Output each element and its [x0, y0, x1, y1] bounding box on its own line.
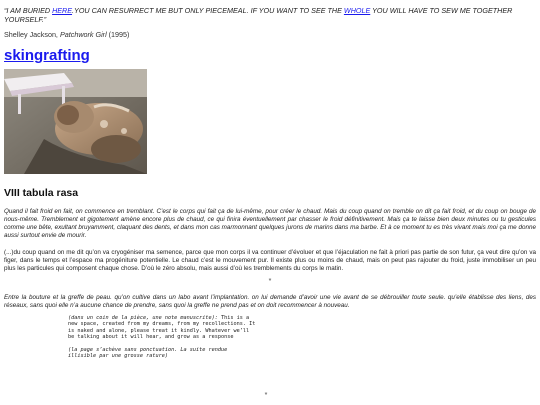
attribution-year: (1995)	[106, 30, 130, 39]
manuscript-body: This is a new space, created from my dreams, from my recollections. It is naked and alone, please treat it kindly. Whatever we’ll be talking about it will hear, and grow as a response	[68, 315, 256, 341]
manuscript-note	[68, 315, 258, 359]
epigraph-text: “I AM BURIED	[4, 6, 53, 15]
epigraph	[4, 6, 536, 24]
paragraph-cryogenise: (...)du coup quand on me dit qu’on va cryogéniser ma semence, parce que mon corps il va continuer d’évoluer et que l’éjaculation ne fait à priori pas partie de son futur, ça veut dire qu’on va figer, dans le temps et l’espace ma progéniture potentielle. Le chaud c’est le mouvement pur. Il existe plus ou moins de chaud, mais on peut pas rajouter du froid, juste immobiliser un peu plus les particules qui composent chaque chose. D’où le zéro absolu, mais aussi d’où les tremblements du corps le matin.	[4, 249, 536, 272]
manuscript-intro: (dans un coin de la pièce, une note manuscrite):	[68, 315, 222, 321]
chapter-title: VIII tabula rasa	[4, 187, 79, 199]
page-content	[4, 6, 536, 359]
whole-link[interactable]: WHOLE	[343, 6, 371, 15]
attribution	[4, 30, 536, 39]
here-link[interactable]: HERE	[52, 6, 73, 15]
manuscript-footnote: (la page s’achève sans ponctuation. La suite rendue illisible par une grosse rature)	[68, 346, 228, 360]
paragraph-greffe: Entre la bouture et la greffe de peau. qu’on cultive dans un labo avant l’implantation. on lui demande d’avoir une vie avant de se débrouiller toute seule. qu’elle établisse des liens, des réseaux, sans quoi elle n’a aucune chance de prendre, sans quoi la greffe ne prend pas et on doit recommencer à nouveau.	[4, 294, 536, 309]
bottom-separator: *	[264, 392, 268, 399]
paragraph-cold: Quand il fait froid en fait, on commence en tremblant. C’est le corps qui fait ça de lui-même, pour créer le chaud. Mais du coup quand on tremble on dit ça fait froid, et du coup on bouge de nous-même. Tremblement et gigotement amène encore plus de chaud, ce qui finira éventuellement par chasser le froid définitivement. Mais ça te laisse bien deux minutes ou tu gesticules comme une bête, exultant bruyamment, claquant des dents, et dans mon cas marmonnant quelques jurons de marins dans ma barbe. Et à ce moment tu es très vivant mais moi ça me donne aussi surtout envie de mourir.	[4, 208, 536, 239]
attribution-work: Patchwork Girl	[59, 30, 107, 39]
epigraph-text: .YOU CAN RESURRECT ME BUT ONLY PIECEMEAL. IF YOU WANT TO SEE THE	[72, 6, 344, 15]
attribution-author: Shelley Jackson,	[4, 30, 60, 39]
manuscript-text	[68, 315, 258, 341]
site-title-link[interactable]: skingrafting	[4, 47, 90, 64]
section-separator: *	[268, 278, 272, 285]
skingrafting-photo	[4, 69, 147, 174]
epigraph-text: YOU WILL HAVE TO SEW ME TOGETHER YOURSELF.”	[4, 6, 513, 24]
